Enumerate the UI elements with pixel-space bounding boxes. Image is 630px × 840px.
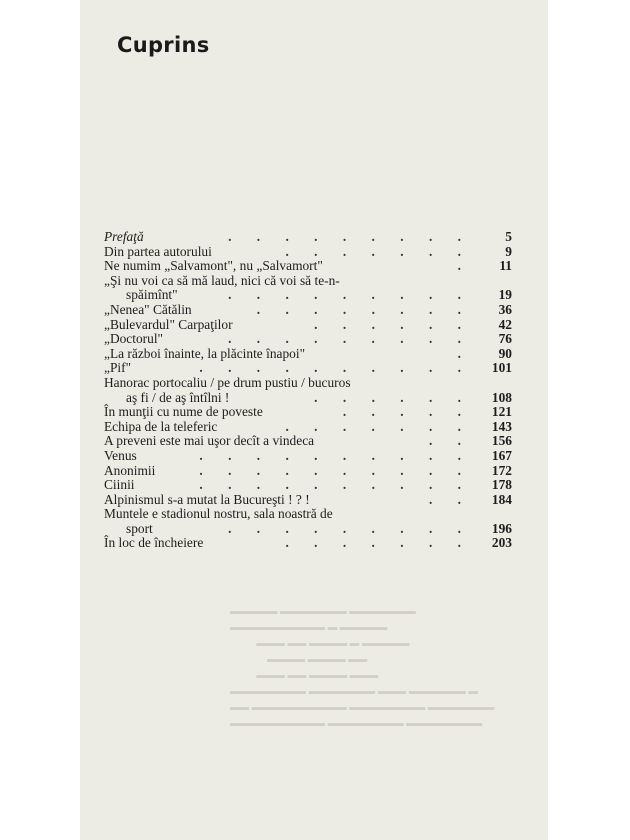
toc-leader-dots: . . . . . . . . . . — [199, 447, 472, 463]
toc-page-number: 203 — [491, 535, 512, 551]
toc-entry — [104, 245, 512, 260]
toc-entry — [104, 420, 512, 435]
toc-leader-dots: . — [457, 345, 472, 361]
toc-entry-title: Muntele e stadionul nostru, sala noastră de — [104, 506, 333, 522]
toc-entry — [104, 405, 512, 420]
toc-entry-title: sport — [126, 520, 153, 536]
toc-entry-title: Hanorac portocaliu / pe drum pustiu / bucuros — [104, 374, 351, 390]
toc-page-number: 5 — [505, 229, 512, 244]
toc-leader-dots: . . . . . — [342, 404, 472, 420]
toc-page-number: 184 — [491, 491, 512, 507]
toc-leader-dots: . . . . . . . . — [256, 301, 472, 317]
toc-entry-title: „Bulevardul" Carpaţilor — [104, 316, 233, 332]
toc-page-number: 90 — [498, 345, 512, 361]
toc-entry — [104, 536, 512, 551]
toc-entry-title: Venus — [104, 447, 137, 463]
toc-entry-title: „Doctorul" — [104, 331, 164, 347]
show-through-text: ▬▬▬▬▬ ▬▬▬▬▬▬▬ ▬▬▬▬▬▬▬ ▬▬▬▬▬▬▬▬▬▬ ▬ ▬▬▬▬▬ ▬▬▬ ▬▬ ▬▬▬▬ ▬ ▬▬▬▬▬ ▬▬▬▬ ▬▬▬▬ ▬▬ ▬▬▬ ▬▬ ▬▬▬▬ ▬▬▬ ▬▬▬▬▬▬▬▬ ▬▬▬▬▬▬▬ ▬▬▬ ▬▬▬▬▬▬ ▬ ▬▬ ▬▬▬▬▬▬▬▬▬▬ ▬▬▬▬▬▬▬▬ ▬▬▬▬▬▬▬ ▬▬▬▬▬▬▬▬▬▬ ▬▬▬▬▬▬▬▬ ▬▬▬▬▬▬▬▬ — [230, 606, 495, 729]
toc-entry-title: „Şi nu voi ca să mă laud, nici că voi să te-n- — [104, 272, 340, 288]
toc-entry-title: Alpinismul s-a mutat la Bucureşti ! ? ! — [104, 491, 310, 507]
table-of-contents — [104, 230, 512, 551]
toc-entry — [104, 391, 512, 406]
toc-leader-dots: . . . . . . . . . — [228, 520, 472, 536]
toc-leader-dots: . . . . . . . . . . — [199, 462, 472, 478]
toc-entry-title: Din partea autorului — [104, 243, 212, 259]
toc-entry — [104, 493, 512, 508]
toc-page-number: 121 — [491, 404, 512, 420]
toc-entry — [104, 259, 512, 274]
toc-entry-title: „Nenea" Cătălin — [104, 301, 192, 317]
toc-entry-title: În loc de încheiere — [104, 535, 204, 551]
page-title: Cuprins — [117, 33, 210, 57]
toc-leader-dots: . . — [428, 433, 472, 449]
toc-leader-dots: . . . . . . . — [285, 535, 472, 551]
toc-leader-dots: . . . . . . . . . — [228, 229, 472, 244]
toc-entry-title: aş fi / de aş întîlni ! — [126, 389, 230, 405]
toc-leader-dots: . — [457, 258, 472, 274]
toc-entry — [104, 274, 512, 289]
toc-entry-title: „La război înainte, la plăcinte înapoi" — [104, 345, 306, 361]
toc-entry-title: Echipa de la teleferic — [104, 418, 218, 434]
toc-entry — [104, 478, 512, 493]
toc-leader-dots: . . . . . . . — [285, 243, 472, 259]
toc-page-number: 11 — [499, 258, 512, 274]
toc-entry — [104, 464, 512, 479]
toc-leader-dots: . . . . . . . . . . — [199, 477, 472, 493]
toc-entry-title: În munţii cu nume de poveste — [104, 404, 263, 420]
toc-page-number: 172 — [491, 462, 512, 478]
toc-entry — [104, 507, 512, 522]
toc-page-number: 167 — [491, 447, 512, 463]
toc-leader-dots: . . . . . . . — [285, 418, 472, 434]
toc-entry-title: A preveni este mai uşor decît a vindeca — [104, 433, 315, 449]
toc-page-number: 143 — [491, 418, 512, 434]
toc-leader-dots: . . . . . . — [314, 389, 472, 405]
toc-entry — [104, 376, 512, 391]
toc-leader-dots: . . — [428, 491, 472, 507]
toc-leader-dots: . . . . . . . . . — [228, 331, 472, 347]
toc-page-number: 101 — [491, 360, 512, 376]
toc-entry — [104, 449, 512, 464]
toc-entry — [104, 230, 512, 245]
toc-page-number: 108 — [491, 389, 512, 405]
toc-entry — [104, 361, 512, 376]
toc-entry-title: Prefaţă — [104, 229, 144, 244]
toc-page-number: 19 — [498, 287, 512, 303]
toc-page-number: 9 — [505, 243, 512, 259]
toc-entry-title: spăimînt" — [126, 287, 178, 303]
toc-page-number: 42 — [498, 316, 512, 332]
toc-leader-dots: . . . . . . . . . . — [199, 360, 472, 376]
toc-entry-title: Anonimii — [104, 462, 156, 478]
toc-page-number: 156 — [491, 433, 512, 449]
toc-page-number: 36 — [498, 301, 512, 317]
toc-entry — [104, 522, 512, 537]
toc-page-number: 178 — [491, 477, 512, 493]
toc-entry — [104, 318, 512, 333]
toc-entry — [104, 332, 512, 347]
toc-entry-title: Ne numim „Salvamont", nu „Salvamort" — [104, 258, 323, 274]
toc-entry-title: „Pif" — [104, 360, 132, 376]
toc-entry — [104, 288, 512, 303]
toc-page-number: 76 — [498, 331, 512, 347]
book-page — [80, 0, 548, 840]
toc-entry-title: Ciinii — [104, 477, 135, 493]
toc-entry — [104, 303, 512, 318]
toc-leader-dots: . . . . . . — [314, 316, 472, 332]
toc-page-number: 196 — [491, 520, 512, 536]
toc-leader-dots: . . . . . . . . . — [228, 287, 472, 303]
toc-entry — [104, 434, 512, 449]
toc-entry — [104, 347, 512, 362]
